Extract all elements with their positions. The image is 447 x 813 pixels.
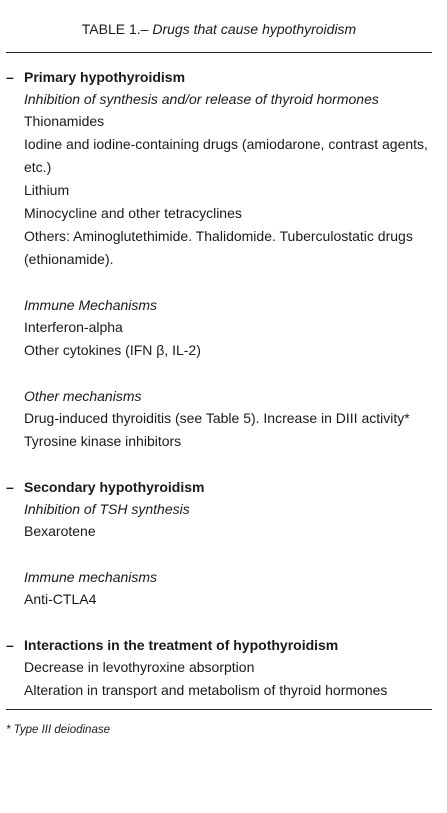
- section-title: Primary hypothyroidism: [24, 69, 186, 85]
- drug-item: Bexarotene: [24, 523, 96, 539]
- footnote: * Type III deiodinase: [6, 724, 110, 736]
- drug-item: Others: Aminoglutethimide. Thalidomide. Tuberculostatic drugs (ethionamide).: [24, 228, 413, 267]
- drug-item: Lithium: [24, 182, 70, 198]
- section-gap: [6, 453, 432, 476]
- group-gap: [6, 362, 432, 385]
- table-body: [6, 53, 432, 702]
- mechanism-subtitle: Other mechanisms: [24, 388, 142, 404]
- section-heading: [6, 476, 432, 498]
- drug-table: [6, 0, 432, 738]
- mechanism-group: [24, 566, 432, 611]
- group-gap: [6, 271, 432, 294]
- drug-item: Thionamides: [24, 113, 105, 129]
- mechanism-group: [24, 656, 432, 702]
- mechanism-group: [24, 385, 432, 453]
- table-label: TABLE 1.–: [81, 21, 153, 37]
- table-caption: [6, 0, 432, 52]
- mechanism-subtitle: Immune Mechanisms: [24, 297, 158, 313]
- drug-item: Drug-induced thyroiditis (see Table 5). Increase in DIII activity*: [24, 410, 410, 426]
- drug-item: Alteration in transport and metabolism of thyroid hormones: [24, 682, 388, 698]
- drug-item: Tyrosine kinase inhibitors: [24, 433, 182, 449]
- bottom-rule: [6, 709, 432, 710]
- drug-item: Other cytokines (IFN β, IL-2): [24, 342, 201, 358]
- mechanism-group: [24, 88, 432, 271]
- section-title: Secondary hypothyroidism: [24, 479, 205, 495]
- mechanism-subtitle: Inhibition of TSH synthesis: [24, 501, 190, 517]
- section-dash: –: [6, 637, 14, 653]
- section-dash: –: [6, 479, 14, 495]
- group-gap: [6, 543, 432, 566]
- section-dash: –: [6, 69, 14, 85]
- drug-item: Iodine and iodine-containing drugs (amiodarone, contrast agents, etc.): [24, 136, 428, 175]
- mechanism-subtitle: Immune mechanisms: [24, 569, 158, 585]
- section-title: Interactions in the treatment of hypothyroidism: [24, 637, 339, 653]
- mechanism-group: [24, 498, 432, 543]
- mechanism-group: [24, 294, 432, 362]
- drug-item: Decrease in levothyroxine absorption: [24, 659, 255, 675]
- section-gap: [6, 611, 432, 634]
- section-heading: [6, 66, 432, 88]
- table-title: Drugs that cause hypothyroidism: [152, 21, 357, 37]
- drug-item: Anti-CTLA4: [24, 591, 97, 607]
- mechanism-subtitle: Inhibition of synthesis and/or release of thyroid hormones: [24, 91, 379, 107]
- section-heading: [6, 634, 432, 656]
- drug-item: Interferon-alpha: [24, 319, 123, 335]
- drug-item: Minocycline and other tetracyclines: [24, 205, 242, 221]
